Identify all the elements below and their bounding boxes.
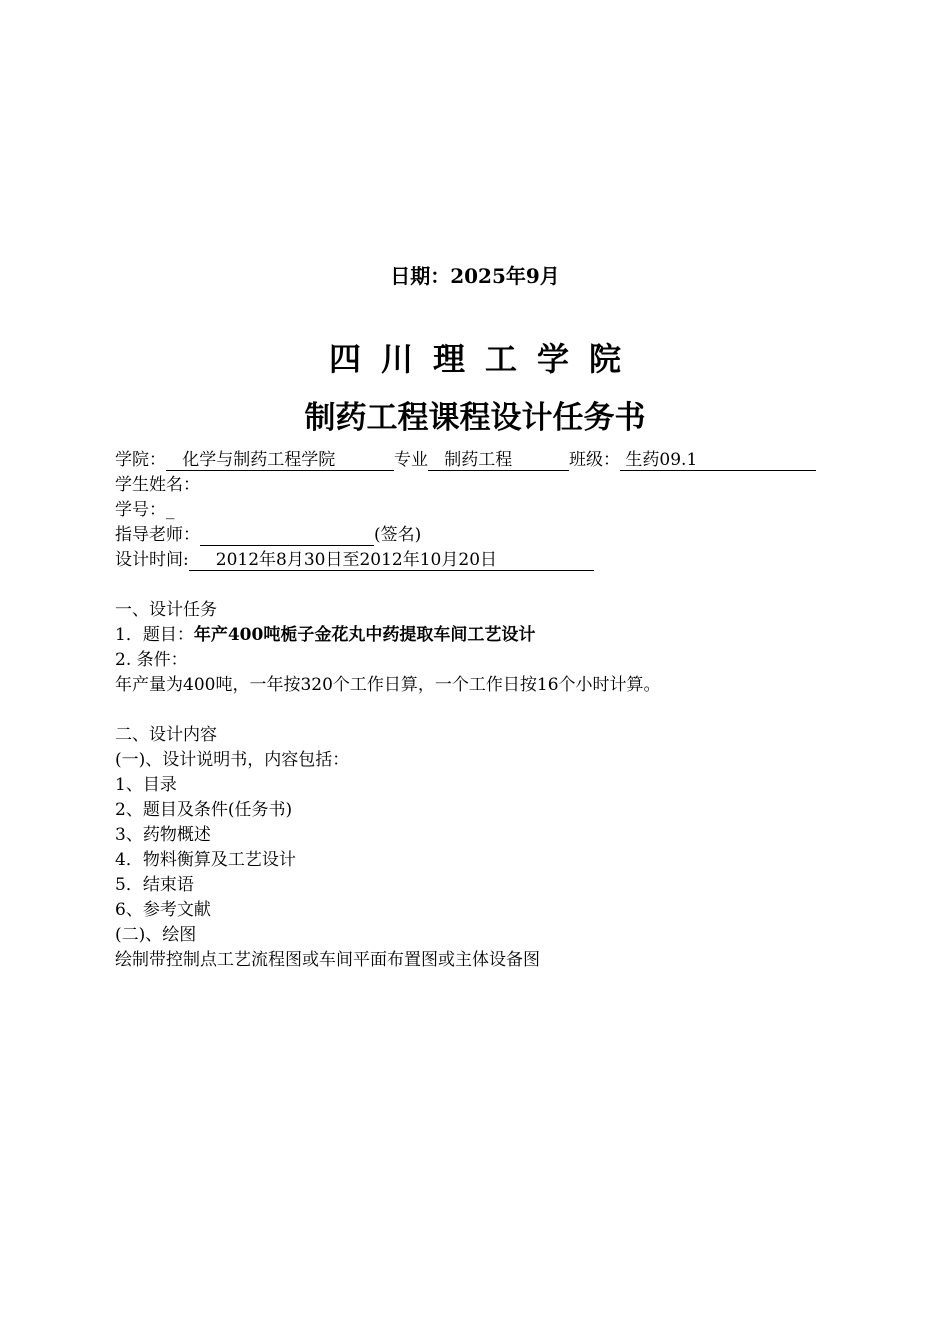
design-time-row [115,548,594,573]
list-item: 2、题目及条件(任务书) [115,800,293,820]
college-field [166,451,394,471]
college-major-class-row [115,448,816,473]
list-item: 3、药物概述 [115,825,211,845]
student-id-value: _ [166,500,175,520]
topic-text: 年产400吨栀子金花丸中药提取车间工艺设计 [193,625,536,645]
student-name-label: 学生姓名： [115,475,200,495]
college-value: 化学与制药工程学院 [182,450,336,470]
college-label: 学院： [115,450,166,470]
topic-row [115,623,535,648]
advisor-signature-field [200,526,374,546]
major-field [428,451,569,471]
conditions-label: 2. 条件： [115,650,188,670]
list-item: 5．结束语 [115,875,194,895]
advisor-label: 指导老师： [115,525,200,545]
advisor-row [115,523,421,548]
list-item: 1、目录 [115,775,177,795]
subsection1-heading: (一)、设计说明书，内容包括： [115,750,350,770]
conditions-text: 年产量为400吨，一年按320个工作日算，一个工作日按16个小时计算。 [115,675,661,695]
list-item: 4．物料衡算及工艺设计 [115,850,296,870]
drawing-text: 绘制带控制点工艺流程图或车间平面布置图或主体设备图 [115,950,540,970]
section2-heading: 二、设计内容 [115,725,217,745]
topic-prefix: 1．题目： [115,625,194,645]
student-id-row [115,498,175,523]
student-id-label: 学号： [115,500,166,520]
student-name-row [115,473,200,498]
major-label: 专业 [394,450,428,470]
class-value: 生药09.1 [625,450,698,470]
section1-heading: 一、设计任务 [115,600,217,620]
school-name: 四川理工学院 [328,340,641,378]
major-value: 制药工程 [444,450,513,470]
time-label: 设计时间: [115,550,189,570]
class-field [620,451,816,471]
time-value: 2012年8月30日至2012年10月20日 [215,550,498,570]
list-item: 6、参考文献 [115,900,211,920]
subsection2-heading: (二)、绘图 [115,925,197,945]
advisor-suffix: (签名) [374,525,422,545]
time-field [189,551,594,571]
document-title: 制药工程课程设计任务书 [304,400,646,436]
date-line: 日期：2025年9月 [390,264,560,288]
class-label: 班级： [569,450,620,470]
